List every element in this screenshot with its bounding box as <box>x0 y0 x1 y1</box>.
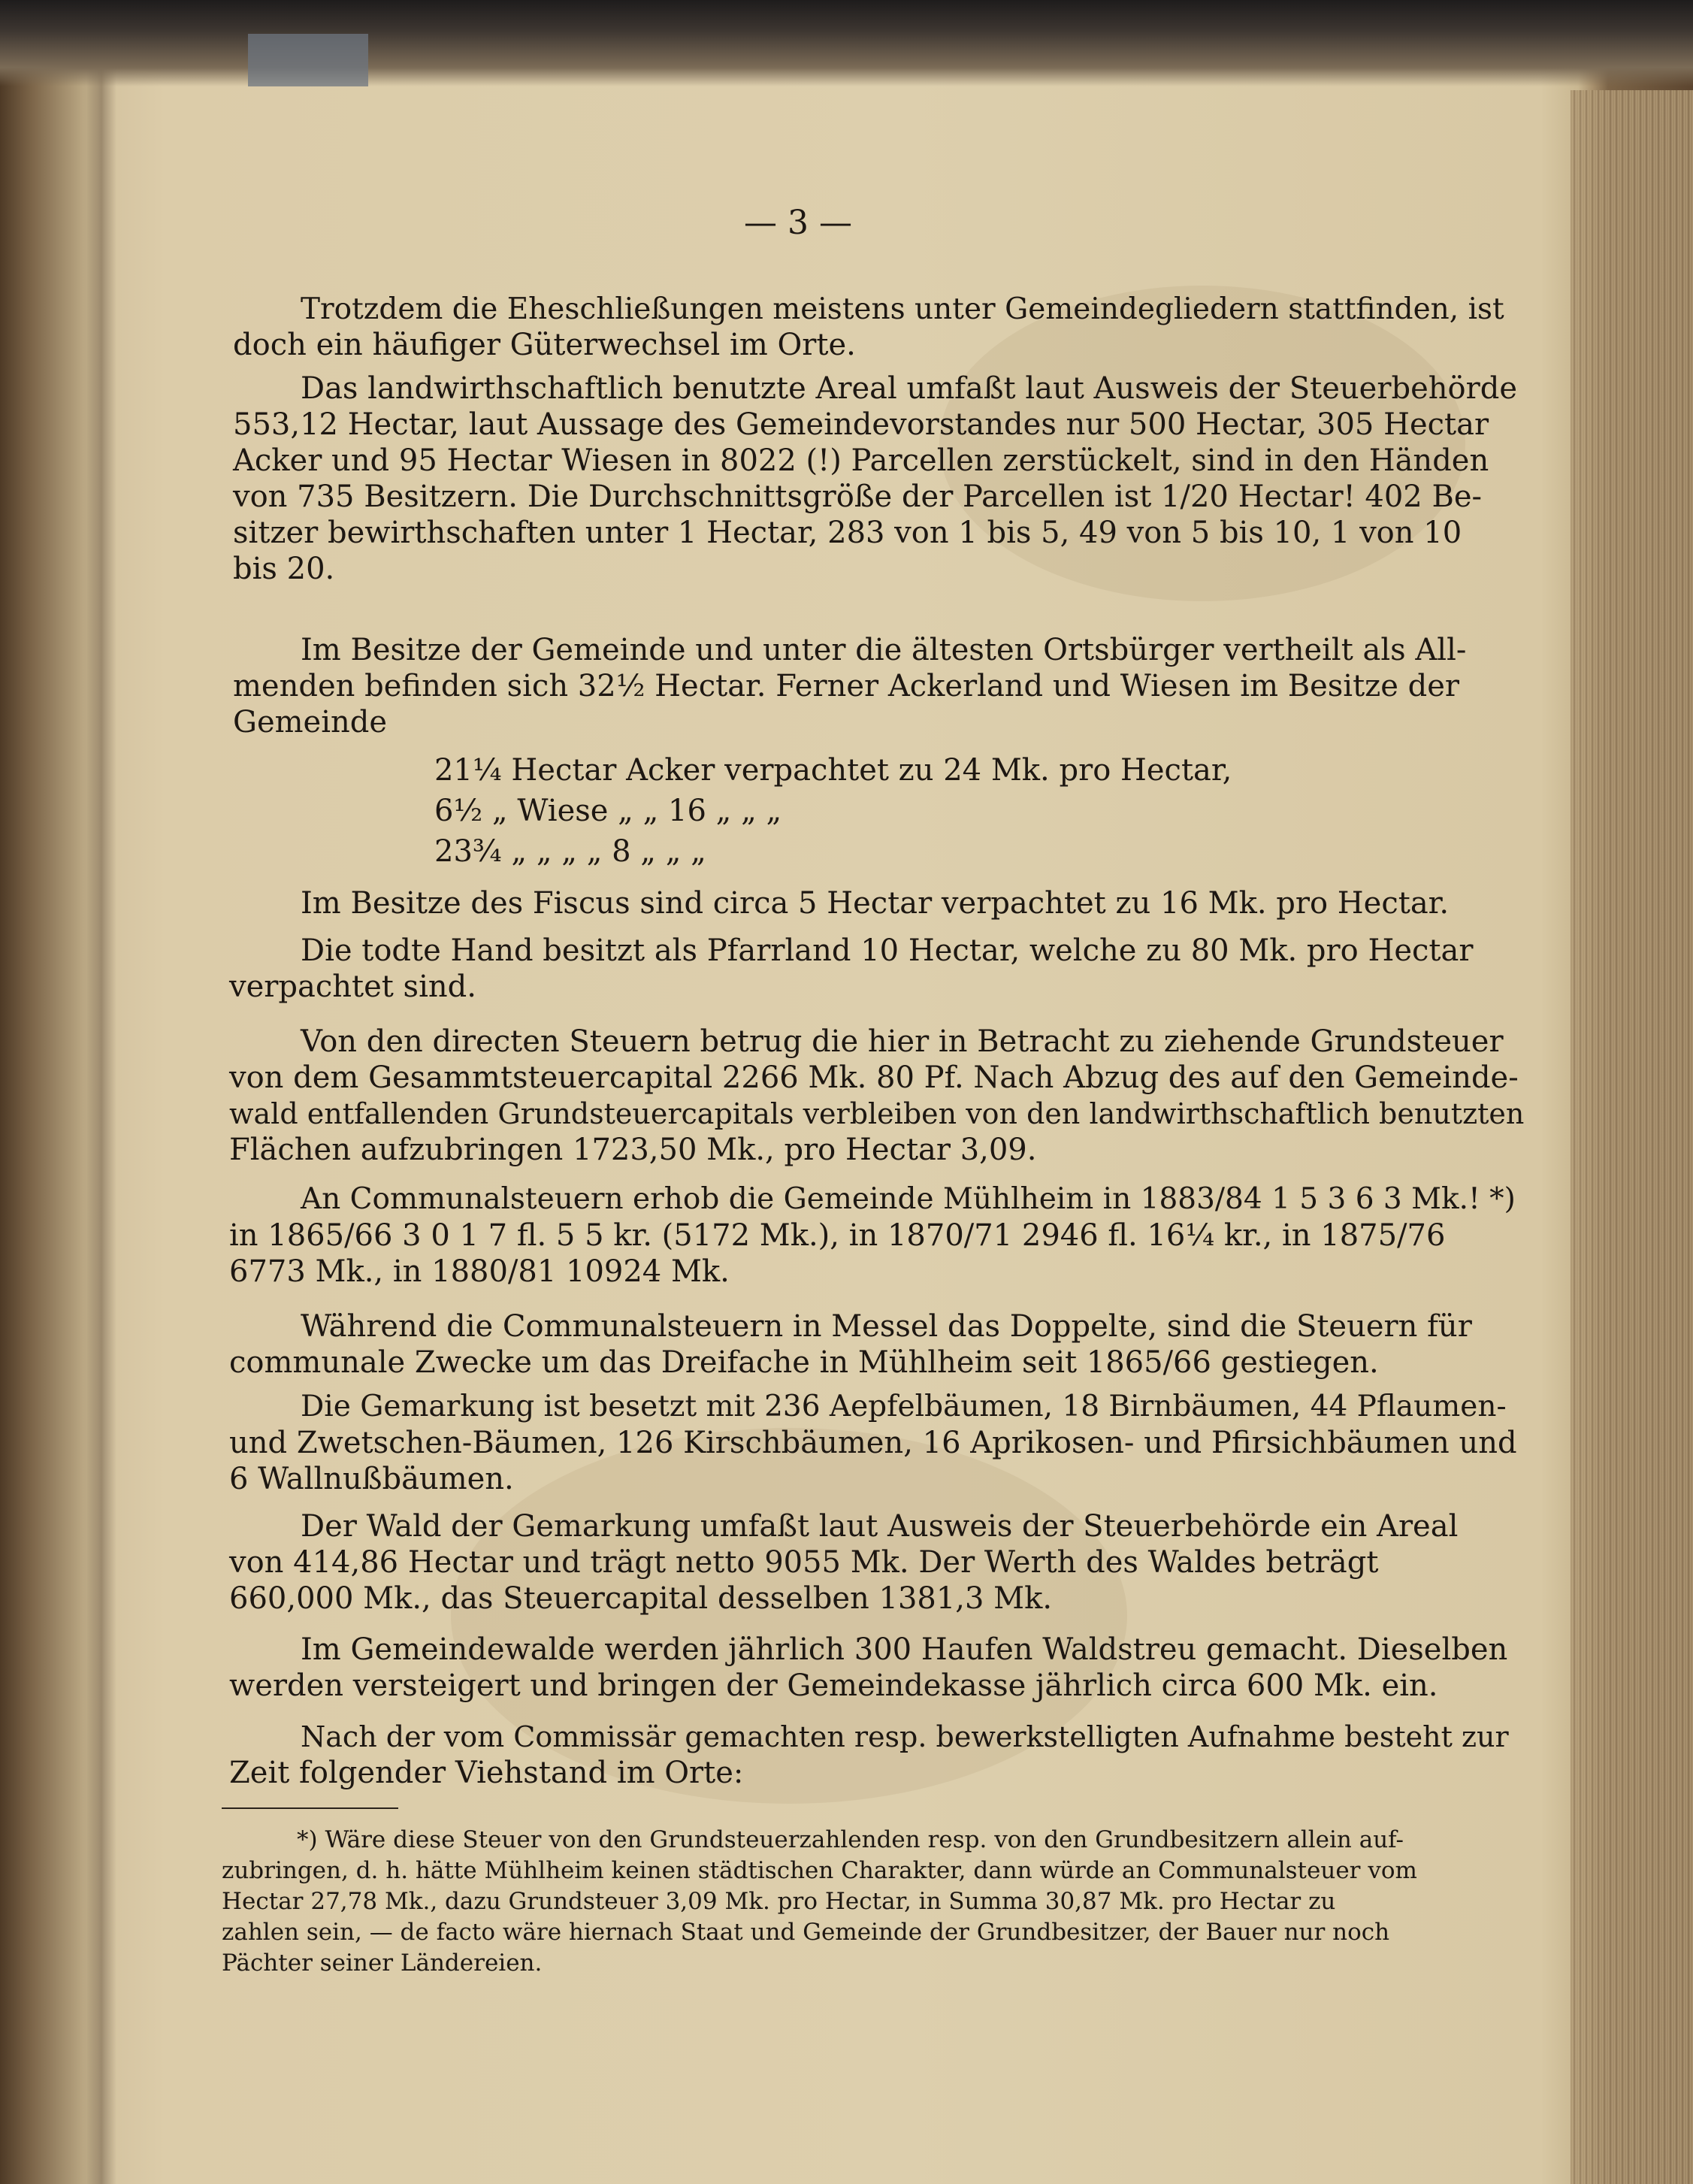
text-line: Acker und 95 Hectar Wiesen in 8022 (!) Parcellen zerstückelt, sind in den Händen <box>233 443 1489 478</box>
text-line: 6 Wallnußbäumen. <box>229 1462 514 1496</box>
footnote-line: Pächter seiner Ländereien. <box>222 1950 543 1977</box>
text-line: Während die Communalsteuern in Messel das Doppelte, sind die Steuern für <box>301 1309 1472 1344</box>
text-line: wald entfallenden Grundsteuercapitals verbleiben von den landwirthschaftlich benutzten <box>229 1097 1525 1130</box>
text-line: communale Zwecke um das Dreifache in Mühlheim seit 1865/66 gestiegen. <box>229 1345 1379 1380</box>
text-line: und Zwetschen-Bäumen, 126 Kirschbäumen, 16 Aprikosen- und Pfirsichbäumen und <box>229 1426 1517 1460</box>
text-line: Das landwirthschaftlich benutzte Areal umfaßt laut Ausweis der Steuerbehörde <box>301 371 1517 406</box>
lease-table-row: 23¾ „ „ „ „ 8 „ „ „ <box>434 834 706 869</box>
page-number: — 3 — <box>744 204 852 242</box>
text-line: Trotzdem die Eheschließungen meistens unter Gemeindegliedern stattfinden, ist <box>301 292 1504 326</box>
footnote-line: *) Wäre diese Steuer von den Grundsteuerzahlenden resp. von den Grundbesitzern allein auf- <box>297 1826 1404 1853</box>
footnote-line: zubringen, d. h. hätte Mühlheim keinen städtischen Charakter, dann würde an Communalsteuer vom <box>222 1857 1417 1884</box>
text-line: Im Gemeindewalde werden jährlich 300 Haufen Waldstreu gemacht. Dieselben <box>301 1632 1508 1667</box>
text-line: Die Gemarkung ist besetzt mit 236 Aepfelbäumen, 18 Birnbäumen, 44 Pflaumen- <box>301 1390 1507 1423</box>
text-line: 660,000 Mk., das Steuercapital desselben 1381,3 Mk. <box>229 1581 1053 1616</box>
text-line: menden befinden sich 32½ Hectar. Ferner Ackerland und Wiesen im Besitze der <box>233 669 1460 703</box>
lease-table-row: 6½ „ Wiese „ „ 16 „ „ „ <box>434 794 782 828</box>
text-line: von dem Gesammtsteuercapital 2266 Mk. 80 Pf. Nach Abzug des auf den Gemeinde- <box>229 1060 1519 1095</box>
text-line: 553,12 Hectar, laut Aussage des Gemeindevorstandes nur 500 Hectar, 305 Hectar <box>233 407 1489 442</box>
text-line: An Communalsteuern erhob die Gemeinde Mühlheim in 1883/84 1 5 3 6 3 Mk.! *) <box>301 1182 1516 1216</box>
book-gutter <box>86 0 116 2184</box>
text-line: Zeit folgender Viehstand im Orte: <box>229 1756 744 1790</box>
text-line: sitzer bewirthschaften unter 1 Hectar, 283 von 1 bis 5, 49 von 5 bis 10, 1 von 10 <box>233 516 1462 550</box>
text-line: verpachtet sind. <box>229 969 476 1004</box>
text-line: doch ein häufiger Güterwechsel im Orte. <box>233 328 856 362</box>
text-line: Der Wald der Gemarkung umfaßt laut Ausweis der Steuerbehörde ein Areal <box>301 1509 1459 1544</box>
text-line: Gemeinde <box>233 705 388 740</box>
text-line: von 735 Besitzern. Die Durchschnittsgröße der Parcellen ist 1/20 Hectar! 402 Be- <box>233 479 1483 514</box>
text-line: Flächen aufzubringen 1723,50 Mk., pro Hectar 3,09. <box>229 1133 1037 1167</box>
text-line: Im Besitze des Fiscus sind circa 5 Hectar verpachtet zu 16 Mk. pro Hectar. <box>301 886 1450 921</box>
text-line: Von den directen Steuern betrug die hier in Betracht zu ziehende Grundsteuer <box>301 1024 1504 1059</box>
text-line: von 414,86 Hectar und trägt netto 9055 Mk. Der Werth des Waldes beträgt <box>229 1545 1379 1580</box>
binding-tape <box>248 34 368 86</box>
footnote-line: zahlen sein, — de facto wäre hiernach Staat und Gemeinde der Grundbesitzer, der Bauer nur noch <box>222 1919 1390 1946</box>
footnote-rule <box>222 1807 398 1809</box>
text-line: Nach der vom Commissär gemachten resp. bewerkstelligten Aufnahme besteht zur <box>301 1720 1509 1753</box>
text-line: werden versteigert und bringen der Gemeindekasse jährlich circa 600 Mk. ein. <box>229 1668 1438 1703</box>
text-line: 6773 Mk., in 1880/81 10924 Mk. <box>229 1254 730 1289</box>
text-line: Die todte Hand besitzt als Pfarrland 10 Hectar, welche zu 80 Mk. pro Hectar <box>301 933 1474 968</box>
lease-table-row: 21¼ Hectar Acker verpachtet zu 24 Mk. pro Hectar, <box>434 753 1232 788</box>
text-line: bis 20. <box>233 552 335 586</box>
footnote-line: Hectar 27,78 Mk., dazu Grundsteuer 3,09 Mk. pro Hectar, in Summa 30,87 Mk. pro Hectar zu <box>222 1888 1336 1915</box>
text-line: Im Besitze der Gemeinde und unter die ältesten Ortsbürger vertheilt als All- <box>301 633 1467 667</box>
text-line: in 1865/66 3 0 1 7 fl. 5 5 kr. (5172 Mk.), in 1870/71 2946 fl. 16¼ kr., in 1875/76 <box>229 1218 1446 1253</box>
page-stack-edges <box>1571 90 1693 2184</box>
